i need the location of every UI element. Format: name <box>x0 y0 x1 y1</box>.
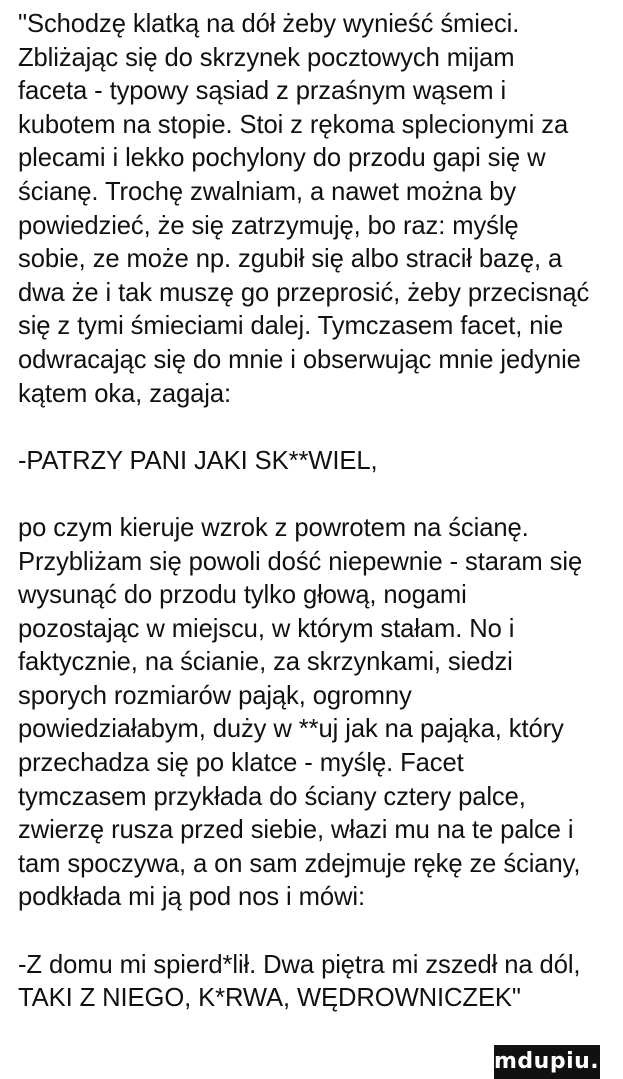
story-paragraph-intro: "Schodzę klatką na dół żeby wynieść śmieci. Zbliżając się do skrzynek pocztowych mijam faceta - typowy sąsiad z przaśnym wąsem i kubotem na stopie. Stoi z rękoma splecionymi za plecami i lekko pochylony do przodu gapi się w ścianę. Trochę zwalniam, a nawet można by powiedzieć, że się zatrzymuję, bo raz: myślę sobie, ze może np. zgubił się albo stracił bazę, a dwa że i tak muszę go przeprosić, żeby przecisnąć się z tymi śmieciami dalej. Tymczasem facet, nie odwracając się do mnie i obserwując mnie jedynie kątem oka, zagaja: <box>18 10 590 408</box>
story-text <box>18 8 590 1016</box>
story-paragraph-spider: po czym kieruje wzrok z powrotem na ścianę. Przybliżam się powoli dość niepewnie - staram się wysunąć do przodu tylko głową, nogami pozostając w miejscu, w którym stałam. No i faktycznie, na ścianie, za skrzynkami, siedzi sporych rozmiarów pająk, ogromny powiedziałabym, duży w **uj jak na pająka, który przechadza się po klatce - myślę. Facet tymczasem przykłada do ściany cztery palce, zwierzę rusza przed siebie, włazi mu na te palce i tam spoczywa, a on sam zdejmuje rękę ze ściany, podkłada mi ją pod nos i mówi: <box>18 513 583 912</box>
story-paragraph-ending: -Z domu mi spierd*lił. Dwa piętra mi zszedł na dól, TAKI Z NIEGO, K*RWA, WĘDROWNICZEK" <box>18 950 581 1013</box>
site-watermark: mdupiu.pl <box>494 1045 600 1079</box>
story-paragraph-shout: -PATRZY PANI JAKI SK**WIEL, <box>18 446 378 475</box>
